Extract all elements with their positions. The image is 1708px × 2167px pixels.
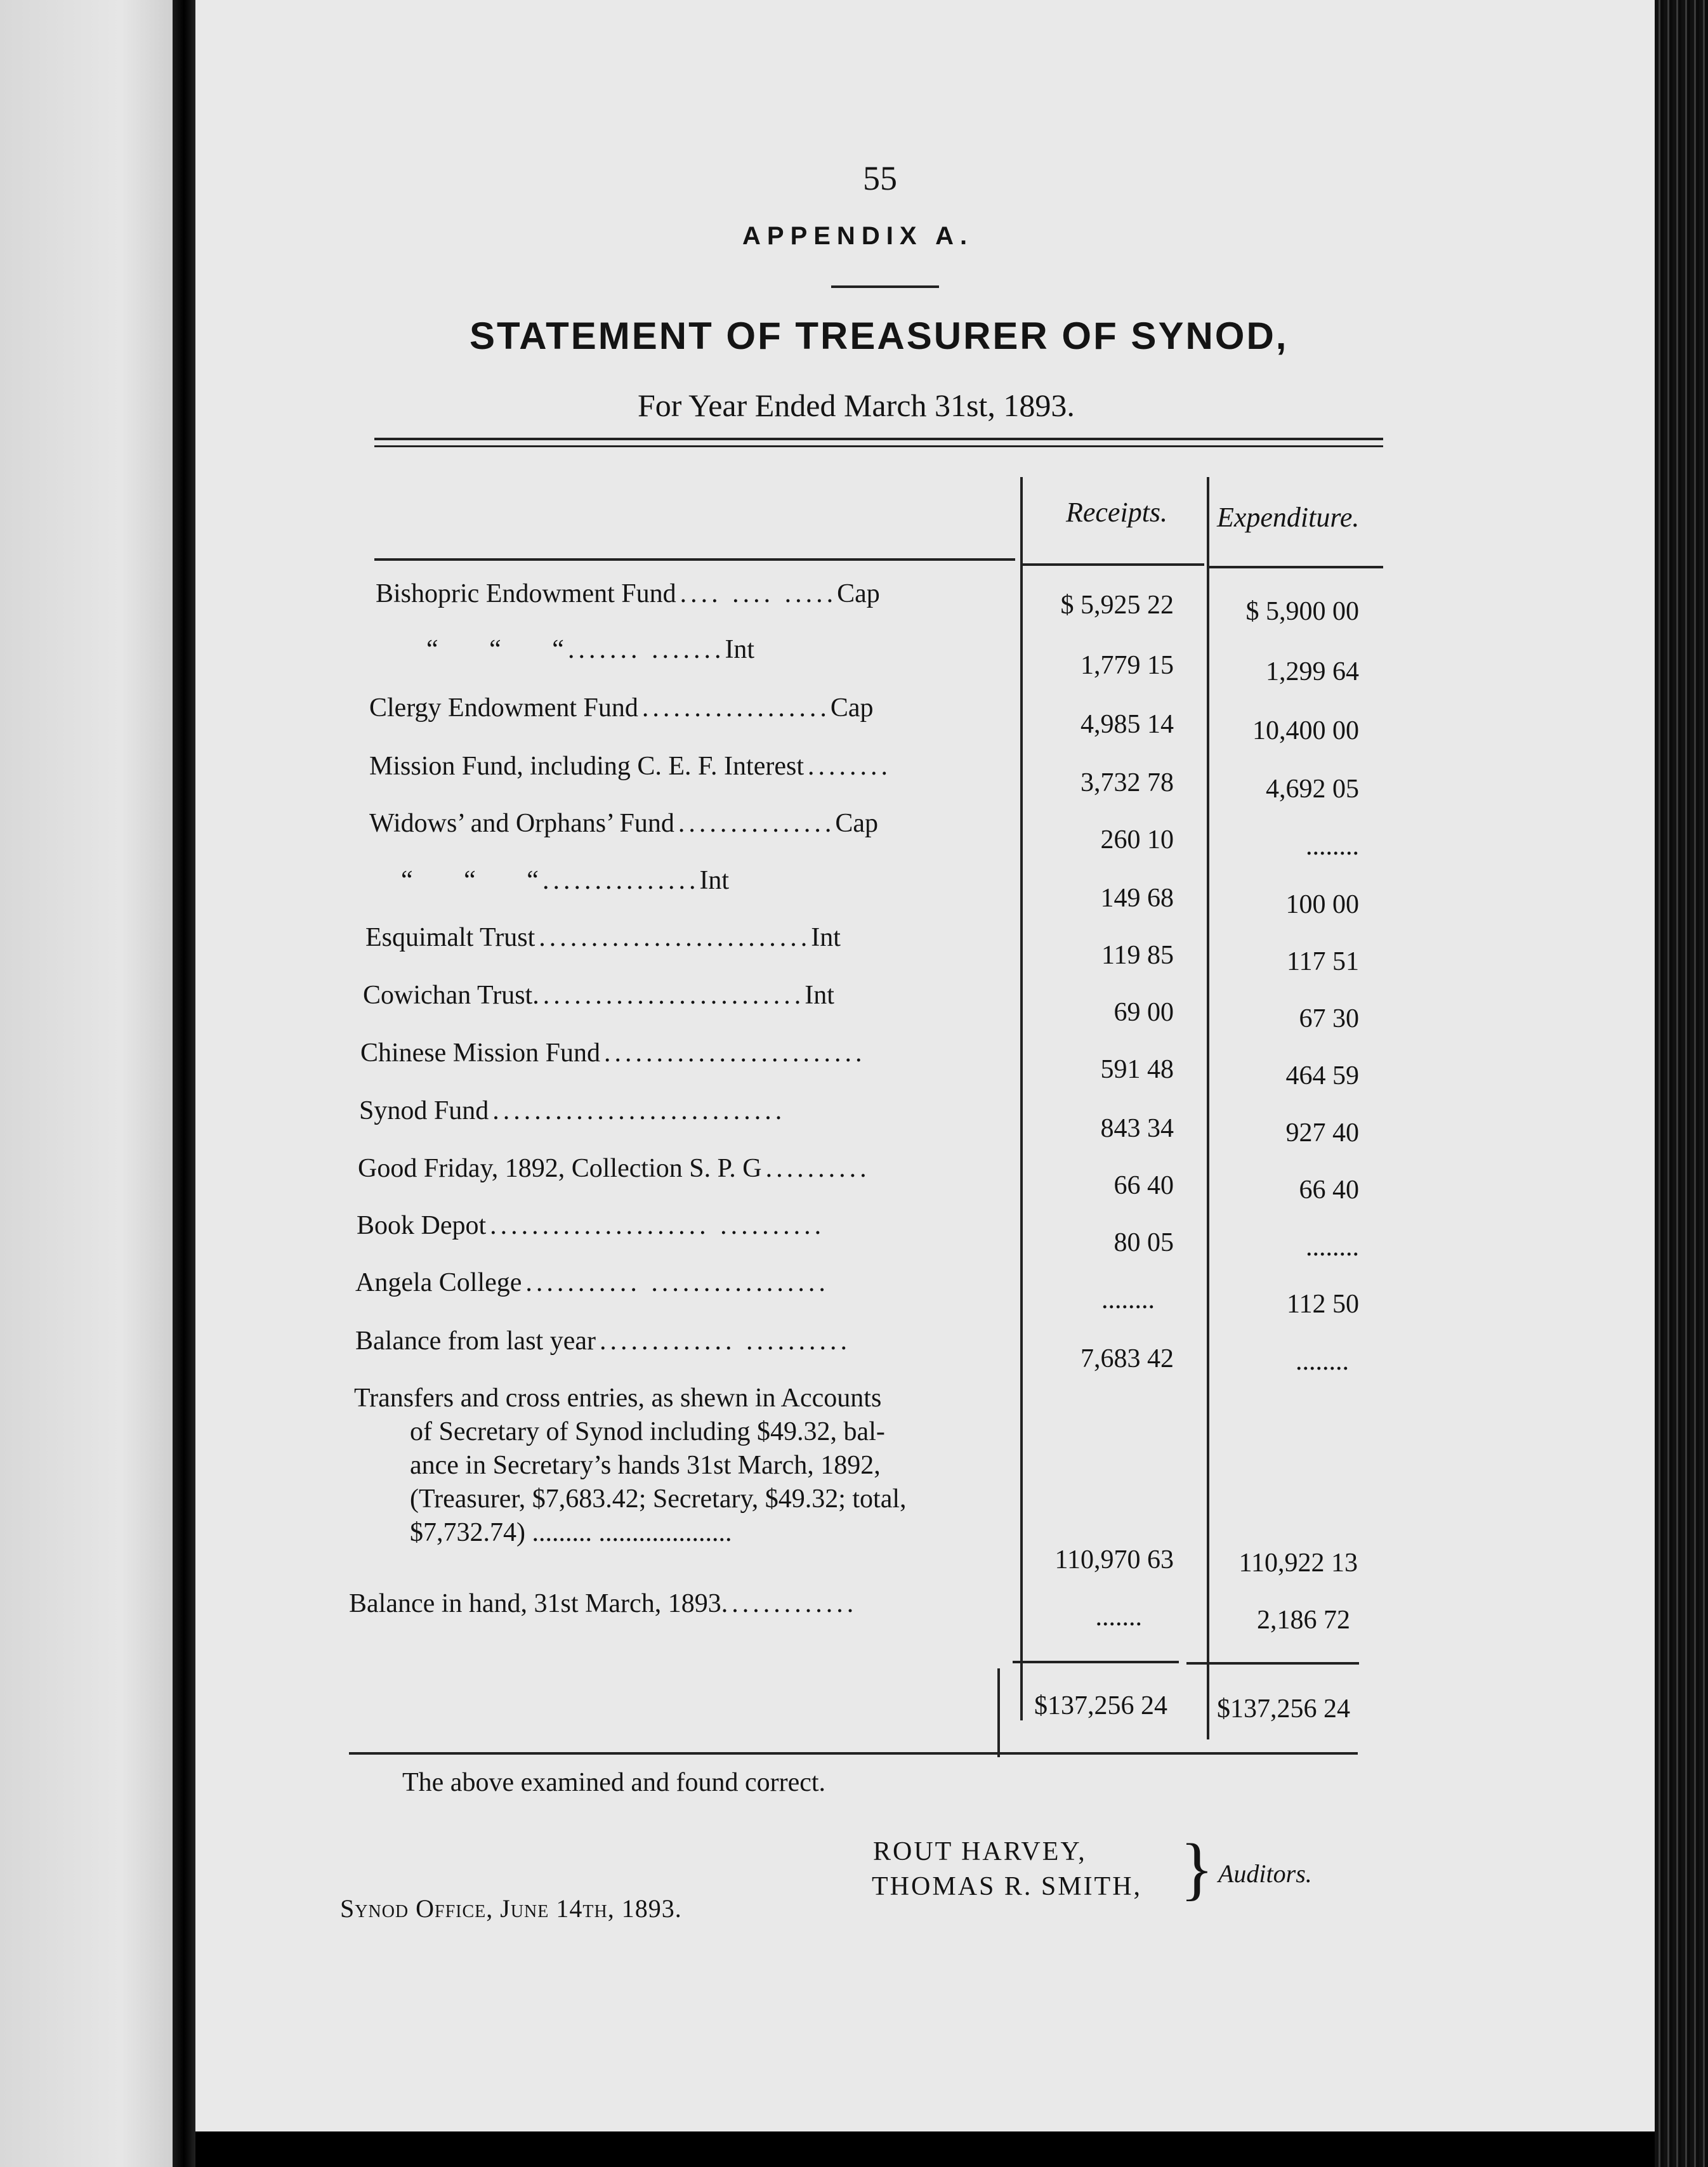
receipts-header-rule <box>1023 563 1204 566</box>
row-label <box>401 865 729 896</box>
heading-rule <box>831 285 939 288</box>
row-label <box>365 922 841 953</box>
receipts-total-divider <box>997 1668 1000 1757</box>
row-receipts-amount: 4,985 14 <box>1081 710 1174 739</box>
row-label <box>360 1038 866 1068</box>
row-leader-dots: .................. <box>641 693 831 723</box>
row-leader-dots: .......................... <box>539 923 811 952</box>
expenditure-column-header: Expenditure. <box>1217 502 1360 533</box>
row-leader-dots: ............. .......... <box>599 1326 851 1356</box>
row-receipts-amount: 149 68 <box>1100 884 1174 913</box>
row-receipts-amount: 843 34 <box>1100 1114 1174 1143</box>
row-label <box>355 1267 829 1298</box>
receipts-column-header: Receipts. <box>1066 497 1168 528</box>
examined-note: The above examined and found correct. <box>402 1768 826 1797</box>
row-leader-dots: ........ <box>807 752 891 781</box>
transfers-line: $7,732.74) ......... .................... <box>410 1518 732 1547</box>
row-expenditure-amount: 927 40 <box>1285 1118 1359 1148</box>
row-leader-dots: ......................... <box>542 981 805 1010</box>
row-fund-type: Int <box>725 635 755 664</box>
row-receipts-amount: ........ <box>1101 1285 1155 1314</box>
auditors-brace: } <box>1180 1830 1214 1907</box>
expenditure-total-rule <box>1186 1662 1359 1665</box>
row-fund-type: Int <box>805 981 834 1010</box>
row-label-text: Balance from last year <box>355 1326 596 1356</box>
row-leader-dots: ......................... <box>604 1038 866 1068</box>
row-label <box>355 1326 851 1356</box>
table-top-rule-inner <box>374 445 1383 447</box>
synod-office-dateline: Synod Office, June 14th, 1893. <box>340 1894 682 1923</box>
row-receipts-amount: 66 40 <box>1113 1171 1174 1200</box>
row-fund-type: Cap <box>830 693 874 723</box>
row-expenditure-amount: ........ <box>1306 832 1359 861</box>
row-label-text: Chinese Mission Fund <box>360 1038 601 1068</box>
page-number: 55 <box>863 159 897 197</box>
row-leader-dots: .... .... ..... <box>680 579 838 608</box>
row-label-text: “ “ “ <box>401 866 539 895</box>
row-label-text: Synod Fund <box>359 1096 489 1125</box>
row-receipts-amount: 119 85 <box>1101 941 1174 970</box>
row-leader-dots: ....... ....... <box>567 635 725 664</box>
row-receipts-amount: 69 00 <box>1113 998 1174 1027</box>
row-receipts-amount: 260 10 <box>1100 825 1174 854</box>
row-label <box>358 1153 870 1184</box>
row-fund-type: Cap <box>835 809 879 838</box>
row-receipts-amount: 591 48 <box>1100 1055 1174 1084</box>
row-label-text: Good Friday, 1892, Collection S. P. G <box>358 1154 762 1183</box>
balance-in-hand-text: Balance in hand, 31st March, 1893 <box>349 1589 721 1618</box>
receipts-total: $137,256 24 <box>1034 1691 1167 1720</box>
auditors-label: Auditors. <box>1218 1859 1312 1888</box>
auditor-name-1: ROUT HARVEY, <box>873 1837 1087 1866</box>
page-subtitle: For Year Ended March 31st, 1893. <box>638 388 1075 423</box>
row-receipts-amount: 3,732 78 <box>1081 768 1174 797</box>
transfers-line: Transfers and cross entries, as shewn in Accounts <box>354 1384 882 1413</box>
row-leader-dots: ............................ <box>492 1096 786 1125</box>
row-expenditure-amount: 117 51 <box>1287 947 1359 976</box>
row-leader-dots: ..................... .......... <box>490 1211 825 1240</box>
table-bottom-rule <box>349 1752 1358 1755</box>
row-label <box>376 579 880 609</box>
row-label-text: Widows’ and Orphans’ Fund <box>369 809 674 838</box>
row-label-text: Cowichan Trust. <box>363 981 539 1010</box>
balance-in-hand-label <box>349 1588 857 1619</box>
balance-in-hand-expenditure: 2,186 72 <box>1257 1606 1350 1635</box>
row-expenditure-amount: 10,400 00 <box>1252 716 1359 745</box>
transfers-line: ance in Secretary’s hands 31st March, 1892, <box>410 1451 881 1480</box>
row-label-text: Mission Fund, including C. E. F. Interest <box>369 752 804 781</box>
transfers-note <box>354 1382 989 1550</box>
row-label <box>369 751 891 782</box>
row-label <box>369 693 874 723</box>
receipts-total-rule <box>1013 1661 1179 1663</box>
row-label <box>369 808 878 839</box>
row-expenditure-amount: 100 00 <box>1285 890 1359 919</box>
row-fund-type: Int <box>811 923 841 952</box>
row-expenditure-amount: 67 30 <box>1299 1004 1359 1033</box>
row-expenditure-amount: 112 50 <box>1287 1290 1359 1319</box>
row-label-text: Angela College <box>355 1268 522 1297</box>
row-expenditure-amount: $ 5,900 00 <box>1245 597 1359 626</box>
row-label <box>359 1096 785 1126</box>
row-receipts-amount: $ 5,925 22 <box>1060 591 1174 620</box>
appendix-heading: APPENDIX A. <box>742 222 974 250</box>
row-label <box>357 1210 825 1241</box>
row-leader-dots: ............... <box>542 866 700 895</box>
row-label-text: Bishopric Endowment Fund <box>376 579 676 608</box>
row-label <box>363 980 834 1011</box>
row-expenditure-amount: ........ <box>1296 1347 1349 1376</box>
auditor-name-2: THOMAS R. SMITH, <box>872 1872 1143 1901</box>
row-expenditure-amount: 464 59 <box>1285 1061 1359 1090</box>
page-stack-edge <box>1655 0 1708 2167</box>
row-receipts-amount: 7,683 42 <box>1081 1344 1174 1373</box>
book-gutter <box>173 0 195 2167</box>
balance-in-hand-leader: ............. <box>721 1589 858 1618</box>
row-label <box>426 634 754 665</box>
row-label-text: Clergy Endowment Fund <box>369 693 638 723</box>
row-fund-type: Cap <box>837 579 880 608</box>
balance-in-hand-receipts: ....... <box>1095 1602 1142 1632</box>
row-label-text: “ “ “ <box>426 635 564 664</box>
facing-page-edge <box>0 0 173 2167</box>
row-fund-type: Int <box>699 866 730 895</box>
row-label-text: Book Depot <box>357 1211 487 1240</box>
expenditure-total: $137,256 24 <box>1217 1694 1350 1724</box>
row-label-text: Esquimalt Trust <box>365 923 535 952</box>
row-receipts-amount: 80 05 <box>1113 1228 1174 1257</box>
row-leader-dots: ........... ................. <box>525 1268 829 1297</box>
row-expenditure-amount: 66 40 <box>1299 1175 1359 1205</box>
transfers-expenditure: 110,922 13 <box>1238 1548 1358 1578</box>
label-header-rule <box>374 558 1015 561</box>
row-expenditure-amount: ........ <box>1306 1233 1359 1262</box>
page-title: STATEMENT OF TREASURER OF SYNOD, <box>470 315 1289 357</box>
row-receipts-amount: 1,779 15 <box>1081 651 1174 680</box>
row-leader-dots: .......... <box>765 1154 870 1183</box>
transfers-line: of Secretary of Synod including $49.32, bal- <box>410 1417 885 1446</box>
transfers-receipts: 110,970 63 <box>1054 1545 1174 1575</box>
row-expenditure-amount: 1,299 64 <box>1266 657 1359 686</box>
expenditure-header-rule <box>1209 566 1383 568</box>
transfers-line: (Treasurer, $7,683.42; Secretary, $49.32; total, <box>410 1484 907 1514</box>
row-expenditure-amount: 4,692 05 <box>1266 775 1359 804</box>
table-top-rule <box>374 438 1383 440</box>
row-leader-dots: ............... <box>678 809 836 838</box>
